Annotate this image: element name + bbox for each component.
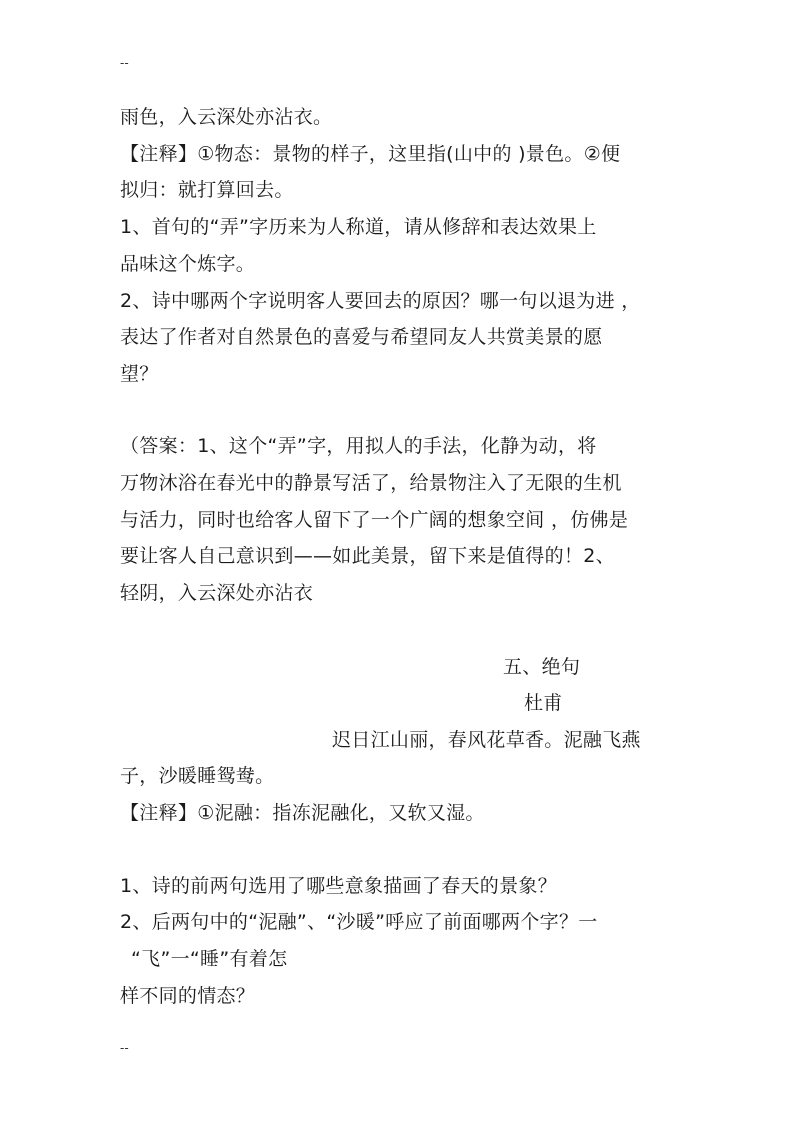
answer-line: 要让客人自己意识到——如此美景，留下来是值得的！2、: [120, 545, 615, 567]
question-line: 1、首句的“弄”字历来为人称道，请从修辞和表达效果上: [120, 216, 597, 238]
question-line: 表达了作者对自然景色的喜爱与希望同友人共赏美景的愿: [120, 326, 603, 348]
question-line: 样不同的情态？: [120, 985, 256, 1007]
poem-line: 子，沙暖睡鸳鸯。: [120, 765, 275, 787]
text-line: 雨色，入云深处亦沾衣。: [120, 106, 333, 128]
question-line: 品味这个炼字。: [120, 253, 256, 275]
poem-author: 杜甫: [524, 692, 563, 714]
answer-line: 轻阴，入云深处亦沾衣: [120, 582, 314, 604]
top-page-marker: --: [120, 56, 129, 70]
question-line: 2、诗中哪两个字说明客人要回去的原因？哪一句以退为进 ，: [120, 290, 641, 312]
poem-title: 五、绝句: [503, 656, 581, 678]
answer-line: 与活力，同时也给客人留下了一个广阔的想象空间 ，仿佛是: [120, 509, 629, 531]
bottom-page-marker: --: [120, 1041, 129, 1055]
poem-note: 【注释】①泥融：指冻泥融化，又软又湿。: [120, 802, 485, 824]
question-line: 望？: [120, 363, 159, 385]
answer-line: （答案：1、这个“弄”字，用拟人的手法，化静为动，将: [120, 435, 597, 457]
annotation-line: 【注释】①物态：景物的样子，这里指(山中的 )景色。②便: [120, 143, 621, 165]
poem-line: 迟日江山丽，春风花草香。泥融飞燕: [332, 729, 641, 751]
question-line: “飞”一“睡”有着怎: [131, 948, 288, 970]
text-line: 拟归：就打算回去。: [120, 179, 294, 201]
question-line: 1、诗的前两句选用了哪些意象描画了春天的景象？: [120, 875, 557, 897]
question-line: 2、后两句中的“泥融”、“沙暖”呼应了前面哪两个字？一: [120, 911, 598, 933]
answer-line: 万物沐浴在春光中的静景写活了，给景物注入了无限的生机: [120, 472, 622, 494]
